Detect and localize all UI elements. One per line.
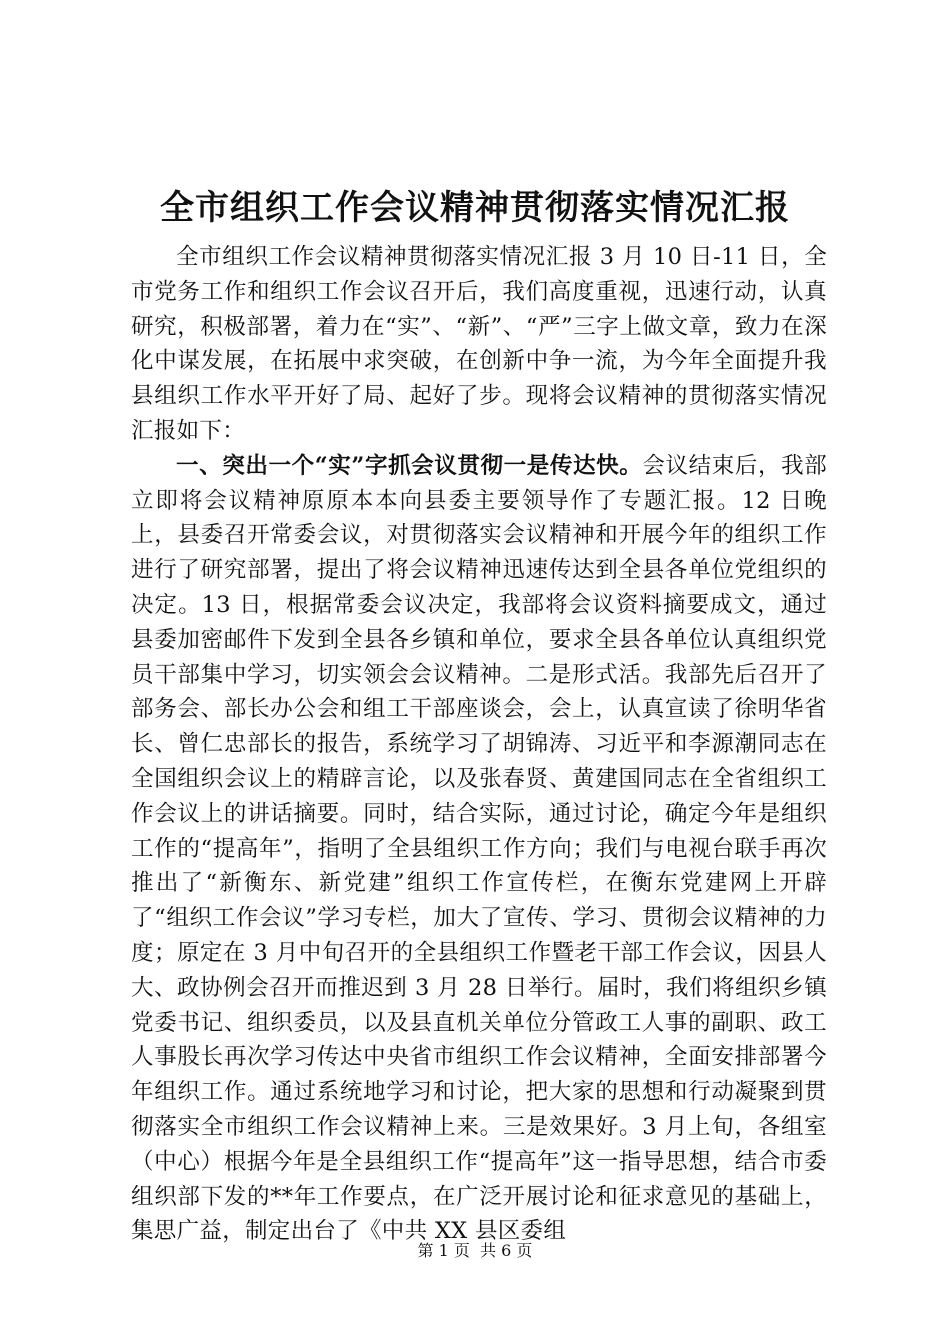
page-footer: 第 1 页 共 6 页 <box>417 1241 533 1260</box>
paragraph-section-one <box>131 449 827 1249</box>
paragraph-text: 全市组织工作会议精神贯彻落实情况汇报 3 月 10 日-11 日，全市党务工作和组织工作会议召开后，我们高度重视，迅速行动，认真研究，积极部署，着力在“实”、“新”、“严”三字上做文章，致力在深化中谋发展，在拓展中求突破，在创新中争一流，为今年全面提升我县组织工作水平开好了局、起好了步。现将会议精神的贯彻落实情况汇报如下： <box>131 244 827 444</box>
section-heading: 一、突出一个“实”字抓会议贯彻一是传达快。 <box>176 452 643 479</box>
paragraph-intro <box>131 240 827 449</box>
document-body <box>131 240 827 1249</box>
document-title: 全市组织工作会议精神贯彻落实情况汇报 <box>160 188 790 228</box>
paragraph-text: 会议结束后，我部立即将会议精神原原本本向县委主要领导作了专题汇报。12 日晚上，县委召开常委会议，对贯彻落实会议精神和开展今年的组织工作进行了研究部署，提出了将会议精神迅速传达到全县各单位党组织的决定。13 日，根据常委会议决定，我部将会议资料摘要成文，通过县委加密邮件下发到全县各乡镇和单位，要求全县各单位认真组织党员干部集中学习，切实领会会议精神。二是形式活。我部先后召开了部务会、部长办公会和组工干部座谈会，会上，认真宣读了徐明华省长、曾仁忠部长的报告，系统学习了胡锦涛、习近平和李源潮同志在全国组织会议上的精辟言论，以及张春贤、黄建国同志在全省组织工作会议上的讲话摘要。同时，结合实际，通过讨论，确定今年是组织工作的“提高年”，指明了全县组织工作方向；我们与电视台联手再次推出了“新衡东、新党建”组织工作宣传栏，在衡东党建网上开辟了“组织工作会议”学习专栏，加大了宣传、学习、贯彻会议精神的力度；原定在 3 月中旬召开的全县组织工作暨老干部工作会议，因县人大、政协例会召开而推迟到 3 月 28 日举行。届时，我们将组织乡镇党委书记、组织委员，以及县直机关单位分管政工人事的副职、政工人事股长再次学习传达中央省市组织工作会议精神，全面安排部署今年组织工作。通过系统地学习和讨论，把大家的思想和行动凝聚到贯彻落实全市组织工作会议精神上来。三是效果好。3 月上旬，各组室（中心）根据今年是全县组织工作“提高年”这一指导思想，结合市委组织部下发的**年工作要点，在广泛开展讨论和征求意见的基础上，集思广益，制定出台了《中共 XX 县区委组 <box>131 452 828 1245</box>
